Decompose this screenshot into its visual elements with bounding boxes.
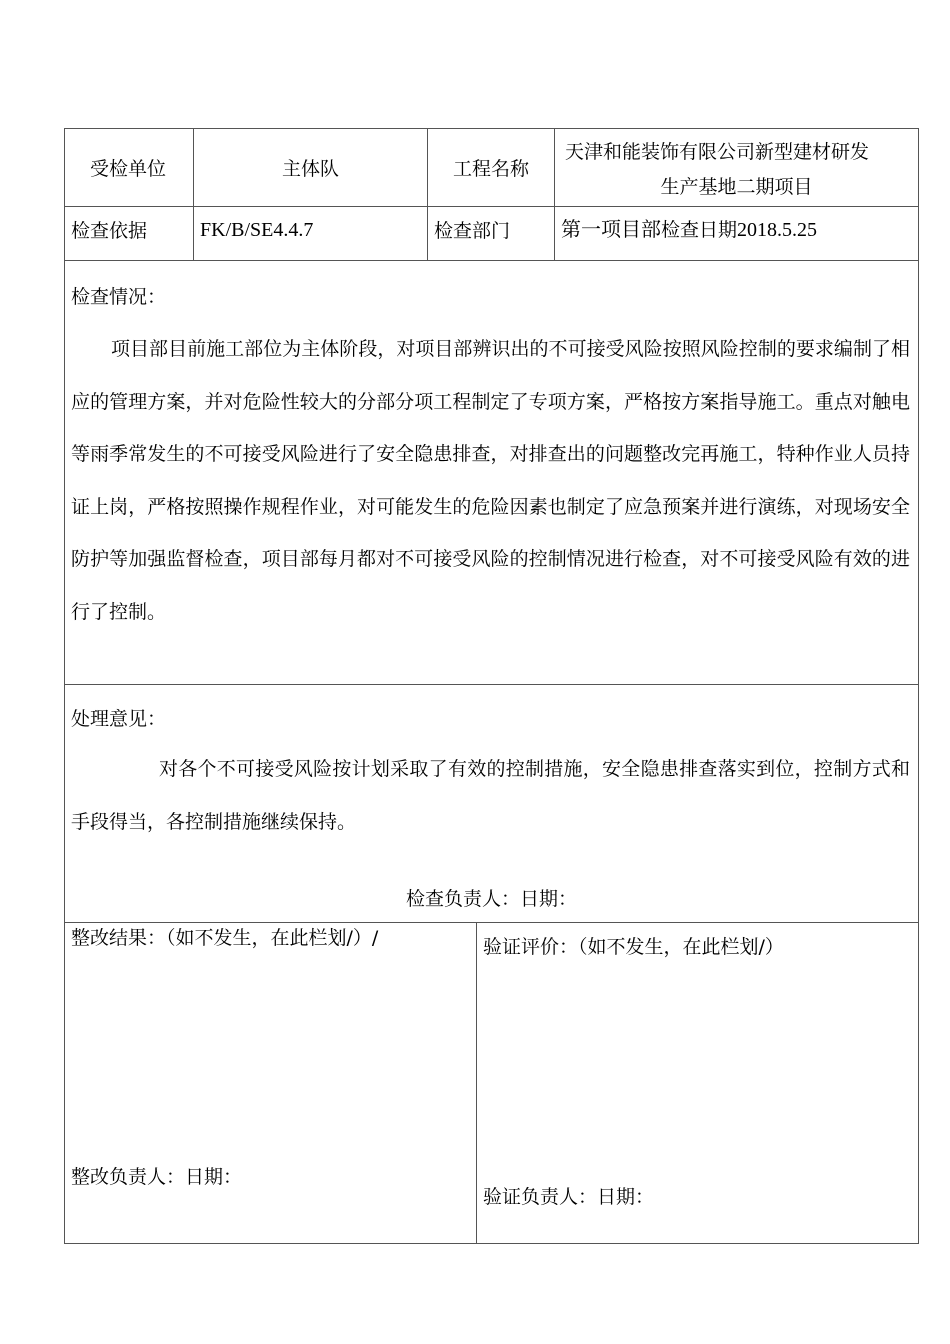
date-label: 检查日期 xyxy=(661,219,738,241)
opinion-signature: 检查负责人：日期： xyxy=(405,888,577,910)
row-divider-3 xyxy=(64,684,919,685)
department-label: 检查部门 xyxy=(434,220,511,242)
col-divider-1 xyxy=(193,128,194,260)
rectification-heading: 整改结果：（如不发生，在此栏划/）/ xyxy=(71,927,379,949)
project-name-label: 工程名称 xyxy=(452,158,529,180)
table-border-left xyxy=(64,128,65,1244)
row-divider-4 xyxy=(64,922,919,923)
basis-label: 检查依据 xyxy=(71,220,148,242)
inspection-body: 项目部目前施工部位为主体阶段，对项目部辨识出的不可接受风险按照风险控制的要求编制了相应的管理方案，并对危险性较大的分部分项工程制定了专项方案，严格按方案指导施工。重点对触电等雨季常发生的不可接受风险进行了安全隐患排查，对排查出的问题整改完再施工，特种作业人员持证上岗，严格按照操作规程作业，对可能发生的危险因素也制定了应急预案并进行演练，对现场安全防护等加强监督检查，项目部每月都对不可接受风险的控制情况进行检查，对不可接受风险有效的进行了控制。 xyxy=(71,338,910,623)
verification-signature: 验证负责人：日期： xyxy=(483,1186,655,1208)
opinion-heading: 处理意见： xyxy=(71,708,167,730)
verification-heading: 验证评价：（如不发生，在此栏划/） xyxy=(483,936,784,958)
col-divider-bottom xyxy=(476,922,477,1244)
rectification-signature: 整改负责人：日期： xyxy=(71,1166,243,1188)
row-divider-2 xyxy=(64,260,919,261)
inspection-heading: 检查情况： xyxy=(71,286,167,308)
project-name-line2: 生产基地二期项目 xyxy=(660,176,813,198)
inspected-unit-value: 主体队 xyxy=(281,158,339,180)
department-date-cell xyxy=(561,217,817,243)
table-border-bottom xyxy=(64,1243,919,1244)
col-divider-2 xyxy=(427,128,428,260)
department-value: 第一项目部 xyxy=(561,219,661,241)
project-name-line1: 天津和能装饰有限公司新型建材研发 xyxy=(565,141,870,163)
table-border-right xyxy=(918,128,919,1244)
inspected-unit-label: 受检单位 xyxy=(90,158,167,180)
basis-value: FK/B/SE4.4.7 xyxy=(200,219,314,241)
opinion-body: 对各个不可接受风险按计划采取了有效的控制措施，安全隐患排查落实到位，控制方式和手段得当，各控制措施继续保持。 xyxy=(71,758,910,833)
date-value: 2018.5.25 xyxy=(737,219,818,241)
